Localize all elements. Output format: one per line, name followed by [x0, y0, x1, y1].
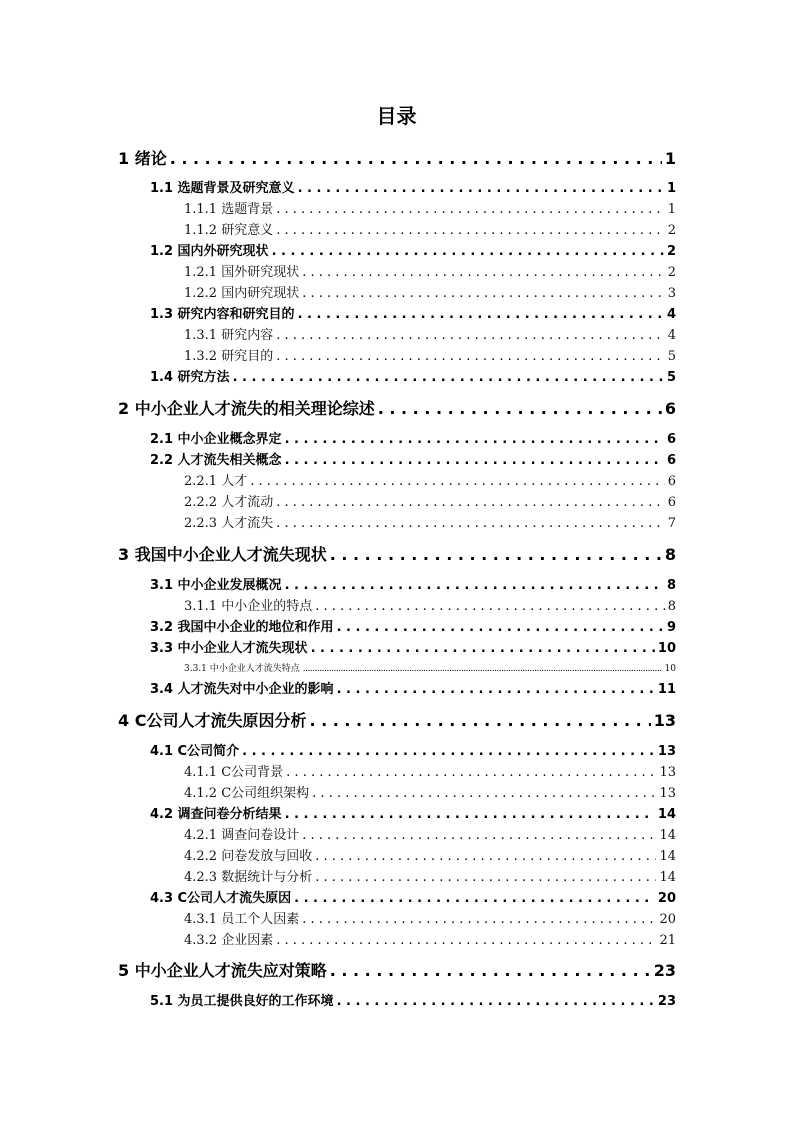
toc-entry-page: 2 [666, 244, 676, 259]
toc-entry-subsection[interactable] [184, 826, 676, 845]
dot-leader [170, 148, 662, 170]
toc-entry-label: 2.2.2 人才流动 [184, 495, 274, 510]
dot-leader [272, 242, 664, 261]
toc-entry-page: 5 [666, 370, 676, 385]
toc-title: 目录 [376, 104, 417, 128]
toc-entry-page: 4 [667, 328, 676, 343]
toc-entry-page: 1 [664, 149, 676, 168]
toc-entry-subsection[interactable] [184, 347, 676, 366]
toc-entry-subsection[interactable] [184, 493, 676, 512]
dot-leader [276, 931, 656, 950]
toc-entry-section[interactable] [150, 430, 676, 449]
dot-leader [302, 826, 656, 845]
toc-entry-page: 14 [657, 807, 676, 822]
dot-leader [330, 960, 651, 982]
toc-entry-subsection[interactable] [184, 868, 676, 887]
toc-entry-page: 14 [659, 849, 676, 864]
dot-leader [286, 763, 656, 782]
dot-leader [285, 430, 664, 449]
toc-entry-label: 4 C公司人才流失原因分析 [118, 711, 307, 730]
dot-leader [276, 347, 665, 366]
dot-leader [302, 263, 665, 282]
toc-entry-section[interactable] [150, 242, 676, 261]
toc-entry-label: 3.4 人才流失对中小企业的影响 [150, 682, 334, 697]
dot-leader [276, 221, 665, 240]
toc-entry-page: 7 [667, 516, 676, 531]
toc-entry-label: 4.2.1 调查问卷设计 [184, 828, 300, 843]
toc-entry-subsection[interactable] [184, 200, 676, 219]
toc-entry-label: 5 中小企业人才流失应对策略 [118, 961, 327, 980]
toc-entry-page: 8 [667, 599, 676, 614]
toc-entry-label: 1.2.1 国外研究现状 [184, 265, 300, 280]
toc-entry-page: 3 [667, 286, 676, 301]
toc-entry-chapter[interactable] [118, 710, 676, 732]
dot-leader [315, 597, 665, 616]
toc-entry-page: 6 [666, 432, 676, 447]
toc-entry-section[interactable] [150, 742, 676, 761]
toc-entry-section[interactable] [150, 680, 676, 699]
toc-entry-page: 23 [653, 961, 676, 980]
toc-entry-label: 4.3 C公司人才流失原因 [150, 891, 292, 906]
toc-entry-label: 1.2.2 国内研究现状 [184, 286, 300, 301]
toc-entry-page: 6 [666, 453, 676, 468]
dot-leader [315, 868, 656, 887]
toc-entry-chapter[interactable] [118, 544, 676, 566]
toc-entry-page: 2 [667, 265, 676, 280]
toc-entry-chapter[interactable] [118, 148, 676, 170]
dot-leader [303, 662, 662, 676]
toc-entry-page: 21 [659, 933, 676, 948]
toc-entry-page: 13 [659, 786, 676, 801]
toc-entry-page: 20 [659, 912, 676, 927]
toc-entry-chapter[interactable] [118, 960, 676, 982]
dot-leader [337, 618, 664, 637]
dot-leader [233, 368, 664, 387]
toc-entry-label: 2.1 中小企业概念界定 [150, 432, 282, 447]
toc-entry-page: 1 [666, 181, 676, 196]
toc-entry-page: 14 [659, 870, 676, 885]
toc-entry-page: 2 [667, 223, 676, 238]
toc-entry-section[interactable] [150, 451, 676, 470]
toc-entry-label: 4.2.2 问卷发放与回收 [184, 849, 313, 864]
dot-leader [302, 284, 665, 303]
toc-entry-label: 1.1 选题背景及研究意义 [150, 181, 295, 196]
toc-entry-subsection[interactable] [184, 847, 676, 866]
toc-entry-subsection[interactable] [184, 763, 676, 782]
toc-entry-page: 13 [659, 765, 676, 780]
toc-entry-label: 1.3.1 研究内容 [184, 328, 274, 343]
toc-entry-label: 2.2.1 人才 [184, 474, 248, 489]
dot-leader [302, 910, 656, 929]
toc-entry-subsection[interactable] [184, 472, 676, 491]
toc-entry-subsection[interactable] [184, 910, 676, 929]
toc-entry-page: 10 [657, 641, 676, 656]
dot-leader [298, 179, 664, 198]
toc-entry-subsection[interactable] [184, 326, 676, 345]
toc-entry-label: 1.3.2 研究目的 [184, 349, 274, 364]
toc-entry-subsection[interactable] [184, 784, 676, 803]
toc-entry-page: 14 [659, 828, 676, 843]
toc-entry-label: 4.1 C公司简介 [150, 744, 240, 759]
toc-entry-label: 3.2 我国中小企业的地位和作用 [150, 620, 334, 635]
dot-leader [337, 992, 655, 1011]
toc-entry-page: 20 [657, 891, 676, 906]
toc-entry-label: 1.4 研究方法 [150, 370, 230, 385]
dot-leader [276, 493, 665, 512]
toc-entry-page: 1 [667, 202, 676, 217]
toc-entry-page: 6 [667, 474, 676, 489]
dot-leader [276, 326, 665, 345]
dot-leader [276, 200, 665, 219]
toc-entry-label: 1.2 国内外研究现状 [150, 244, 269, 259]
toc-entry-page: 6 [664, 399, 676, 418]
toc-entry-section[interactable] [150, 889, 676, 908]
toc-entry-label: 1.3 研究内容和研究目的 [150, 307, 295, 322]
toc-entry-label: 1 绪论 [118, 149, 167, 168]
toc-entry-subsection[interactable] [184, 263, 676, 282]
toc-entry-label: 3.1 中小企业发展概况 [150, 578, 282, 593]
dot-leader [285, 805, 655, 824]
dot-leader [294, 889, 655, 908]
toc-entry-section[interactable] [150, 992, 676, 1011]
dot-leader [337, 680, 655, 699]
toc-entry-label: 1.1.1 选题背景 [184, 202, 274, 217]
toc-entry-section[interactable] [150, 305, 676, 324]
toc-entry-subsection[interactable] [184, 221, 676, 240]
dot-leader [285, 451, 664, 470]
toc-entry-label: 2 中小企业人才流失的相关理论综述 [118, 399, 375, 418]
dot-leader [309, 710, 650, 732]
toc-entry-label: 3.3 中小企业人才流失现状 [150, 641, 308, 656]
toc-entry-label: 4.3.1 员工个人因素 [184, 912, 300, 927]
toc-entry-section[interactable] [150, 368, 676, 387]
dot-leader [330, 544, 662, 566]
toc-entry-page: 23 [657, 994, 676, 1009]
toc-entry-page: 4 [666, 307, 676, 322]
toc-entry-page: 5 [667, 349, 676, 364]
toc-entry-chapter[interactable] [118, 398, 676, 420]
toc-entry-label: 2.2 人才流失相关概念 [150, 453, 282, 468]
toc-entry-label: 2.2.3 人才流失 [184, 516, 274, 531]
toc-entry-section[interactable] [150, 576, 676, 595]
toc-entry-section[interactable] [150, 639, 676, 658]
dot-leader [298, 305, 664, 324]
dot-leader [276, 514, 665, 533]
dot-leader [250, 472, 665, 491]
toc-entry-label: 4.1.1 C公司背景 [184, 765, 284, 780]
toc-entry-subsection[interactable] [184, 931, 676, 950]
toc-entry-page: 8 [666, 578, 676, 593]
toc-entry-page: 13 [653, 711, 676, 730]
toc-entry-label: 4.2 调查问卷分析结果 [150, 807, 282, 822]
dot-leader [315, 847, 656, 866]
toc-entry-section[interactable] [150, 618, 676, 637]
toc-entry-subsection[interactable] [184, 284, 676, 303]
toc-entry-label: 4.1.2 C公司组织架构 [184, 786, 310, 801]
toc-entry-label: 5.1 为员工提供良好的工作环境 [150, 994, 334, 1009]
toc-entry-page: 11 [657, 682, 676, 697]
toc-entry-page: 10 [664, 664, 676, 674]
dot-leader [242, 742, 655, 761]
toc-entry-label: 3.3.1 中小企业人才流失特点 [184, 664, 300, 674]
toc-entry-label: 4.3.2 企业因素 [184, 933, 274, 948]
toc-entry-page: 8 [664, 545, 676, 564]
toc-entry-page: 9 [666, 620, 676, 635]
dot-leader [311, 639, 655, 658]
toc-entry-label: 3.1.1 中小企业的特点 [184, 599, 313, 614]
toc-entry-label: 1.1.2 研究意义 [184, 223, 274, 238]
toc-entry-page: 6 [667, 495, 676, 510]
toc-entry-section[interactable] [150, 805, 676, 824]
toc-entry-page: 13 [657, 744, 676, 759]
dot-leader [312, 784, 656, 803]
toc-entry-label: 3 我国中小企业人才流失现状 [118, 545, 327, 564]
dot-leader [285, 576, 664, 595]
toc-entry-subsection[interactable] [184, 662, 676, 676]
toc-entry-section[interactable] [150, 179, 676, 198]
dot-leader [378, 398, 662, 420]
toc-entry-subsection[interactable] [184, 514, 676, 533]
toc-entry-label: 4.2.3 数据统计与分析 [184, 870, 313, 885]
toc-entry-subsection[interactable] [184, 597, 676, 616]
